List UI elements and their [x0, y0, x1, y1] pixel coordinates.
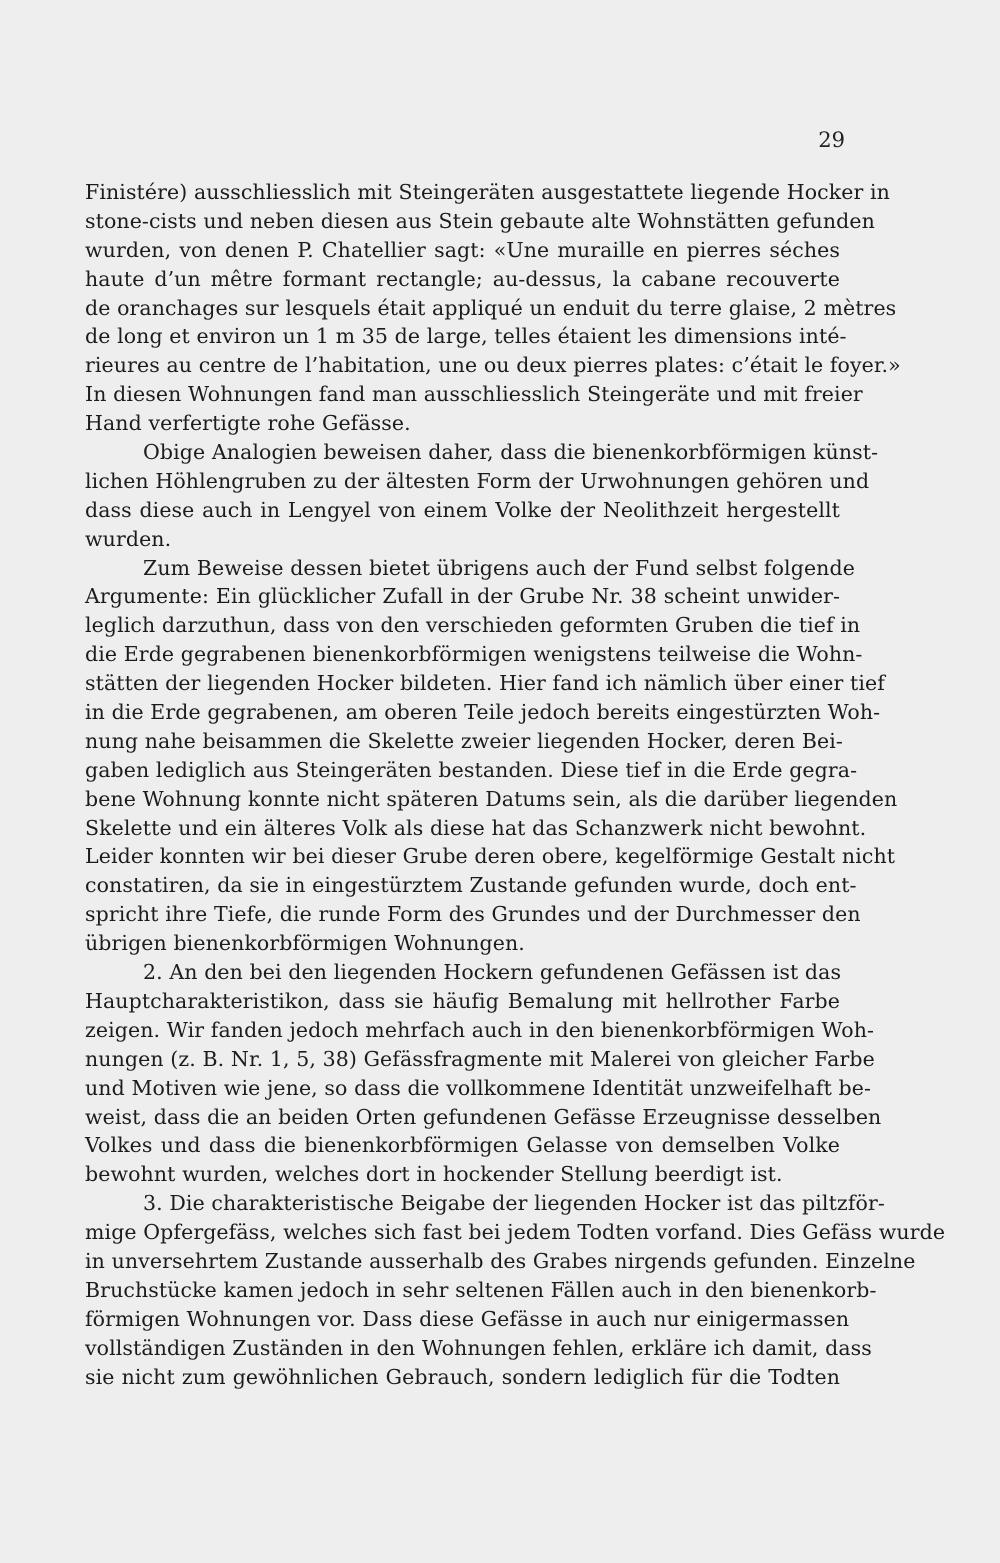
text-line: bewohnt wurden, welches dort in hockender Stellung beerdigt ist. — [85, 1162, 783, 1187]
text-line: zeigen. Wir fanden jedoch mehrfach auch in den bienenkorbförmigen Woh- — [85, 1017, 875, 1042]
text-line: 2. An den bei den liegenden Hockern gefundenen Gefässen ist das — [143, 960, 842, 985]
text-line: Hauptcharakteristikon, dass sie häufig Bemalung mit hellrother Farbe — [85, 988, 840, 1013]
text-line: die Erde gegrabenen bienenkorbförmigen wenigstens teilweise die Wohn- — [85, 642, 863, 667]
text-line: nungen (z. B. Nr. 1, 5, 38) Gefässfragmente mit Malerei von gleicher Farbe — [85, 1046, 875, 1071]
text-line: wurden. — [85, 526, 172, 551]
text-line: In diesen Wohnungen fand man ausschliesslich Steingeräte und mit freier — [85, 382, 863, 407]
text-line: in die Erde gegrabenen, am oberen Teile jedoch bereits eingestürzten Woh- — [85, 700, 881, 725]
text-line: Zum Beweise dessen bietet übrigens auch der Fund selbst folgende — [143, 555, 855, 580]
text-line: in unversehrtem Zustande ausserhalb des Grabes nirgends gefunden. Einzelne — [85, 1248, 916, 1273]
text-line: übrigen bienenkorbförmigen Wohnungen. — [85, 931, 525, 956]
page-number: 29 — [818, 128, 845, 152]
text-line: förmigen Wohnungen vor. Dass diese Gefässe in auch nur einigermassen — [85, 1306, 850, 1331]
text-line: Leider konnten wir bei dieser Grube deren obere, kegelförmige Gestalt nicht — [85, 844, 896, 869]
text-line: spricht ihre Tiefe, die runde Form des Grundes und der Durchmesser den — [85, 902, 861, 927]
text-line: Finistére) ausschliesslich mit Steingeräten ausgestattete liegende Hocker in — [85, 180, 890, 204]
text-line: und Motiven wie jene, so dass die vollkommene Identität unzweifelhaft be- — [85, 1075, 872, 1100]
text-line: Obige Analogien beweisen daher, dass die bienenkorbförmigen künst- — [143, 440, 879, 465]
text-line: sie nicht zum gewöhnlichen Gebrauch, sondern lediglich für die Todten — [85, 1364, 840, 1389]
text-line: stone-cists und neben diesen aus Stein gebaute alte Wohnstätten gefunden — [85, 208, 875, 233]
text-line: rieures au centre de l’habitation, une ou deux pierres plates: c’était le foyer.» — [85, 353, 901, 378]
text-line: gaben lediglich aus Steingeräten bestanden. Diese tief in die Erde gegra- — [85, 757, 858, 782]
text-line: bene Wohnung konnte nicht späteren Datums sein, als die darüber liegenden — [85, 786, 898, 811]
text-line: weist, dass die an beiden Orten gefundenen Gefässe Erzeugnisse desselben — [85, 1104, 882, 1129]
text-line: Argumente: Ein glücklicher Zufall in der Grube Nr. 38 scheint unwider- — [85, 584, 840, 609]
text-line: constatiren, da sie in eingestürztem Zustande gefunden wurde, doch ent- — [85, 873, 857, 898]
text-line: wurden, von denen P. Chatellier sagt: «Une muraille en pierres séches — [85, 237, 840, 262]
text-line: leglich darzuthun, dass von den verschieden geformten Gruben die tief in — [85, 613, 861, 638]
text-line: Bruchstücke kamen jedoch in sehr seltenen Fällen auch in den bienenkorb- — [85, 1277, 877, 1302]
text-line: stätten der liegenden Hocker bildeten. Hier fand ich nämlich über einer tief — [85, 671, 885, 696]
text-line: haute d’un mêtre formant rectangle; au-dessus, la cabane recouverte — [85, 266, 840, 291]
text-line: lichen Höhlengruben zu der ältesten Form der Urwohnungen gehören und — [85, 468, 870, 493]
text-line: Hand verfertigte rohe Gefässe. — [85, 411, 411, 436]
text-line: Volkes und dass die bienenkorbförmigen Gelasse von demselben Volke — [85, 1133, 840, 1158]
text-line: Skelette und ein älteres Volk als diese hat das Schanzwerk nicht bewohnt. — [85, 815, 867, 840]
text-line: nung nahe beisammen die Skelette zweier liegenden Hocker, deren Bei- — [85, 728, 843, 753]
body-text — [85, 178, 946, 1391]
text-line: mige Opfergefäss, welches sich fast bei jedem Todten vorfand. Dies Gefäss wurde — [85, 1220, 946, 1245]
text-line: dass diese auch in Lengyel von einem Volke der Neolithzeit hergestellt — [85, 497, 840, 522]
text-line: de oranchages sur lesquels était appliqué un enduit du terre glaise, 2 mètres — [85, 295, 897, 320]
text-line: 3. Die charakteristische Beigabe der liegenden Hocker ist das piltzför- — [143, 1191, 885, 1216]
text-line: vollständigen Zuständen in den Wohnungen fehlen, erkläre ich damit, dass — [85, 1335, 872, 1360]
text-line: de long et environ un 1 m 35 de large, telles étaient les dimensions inté- — [85, 324, 847, 349]
